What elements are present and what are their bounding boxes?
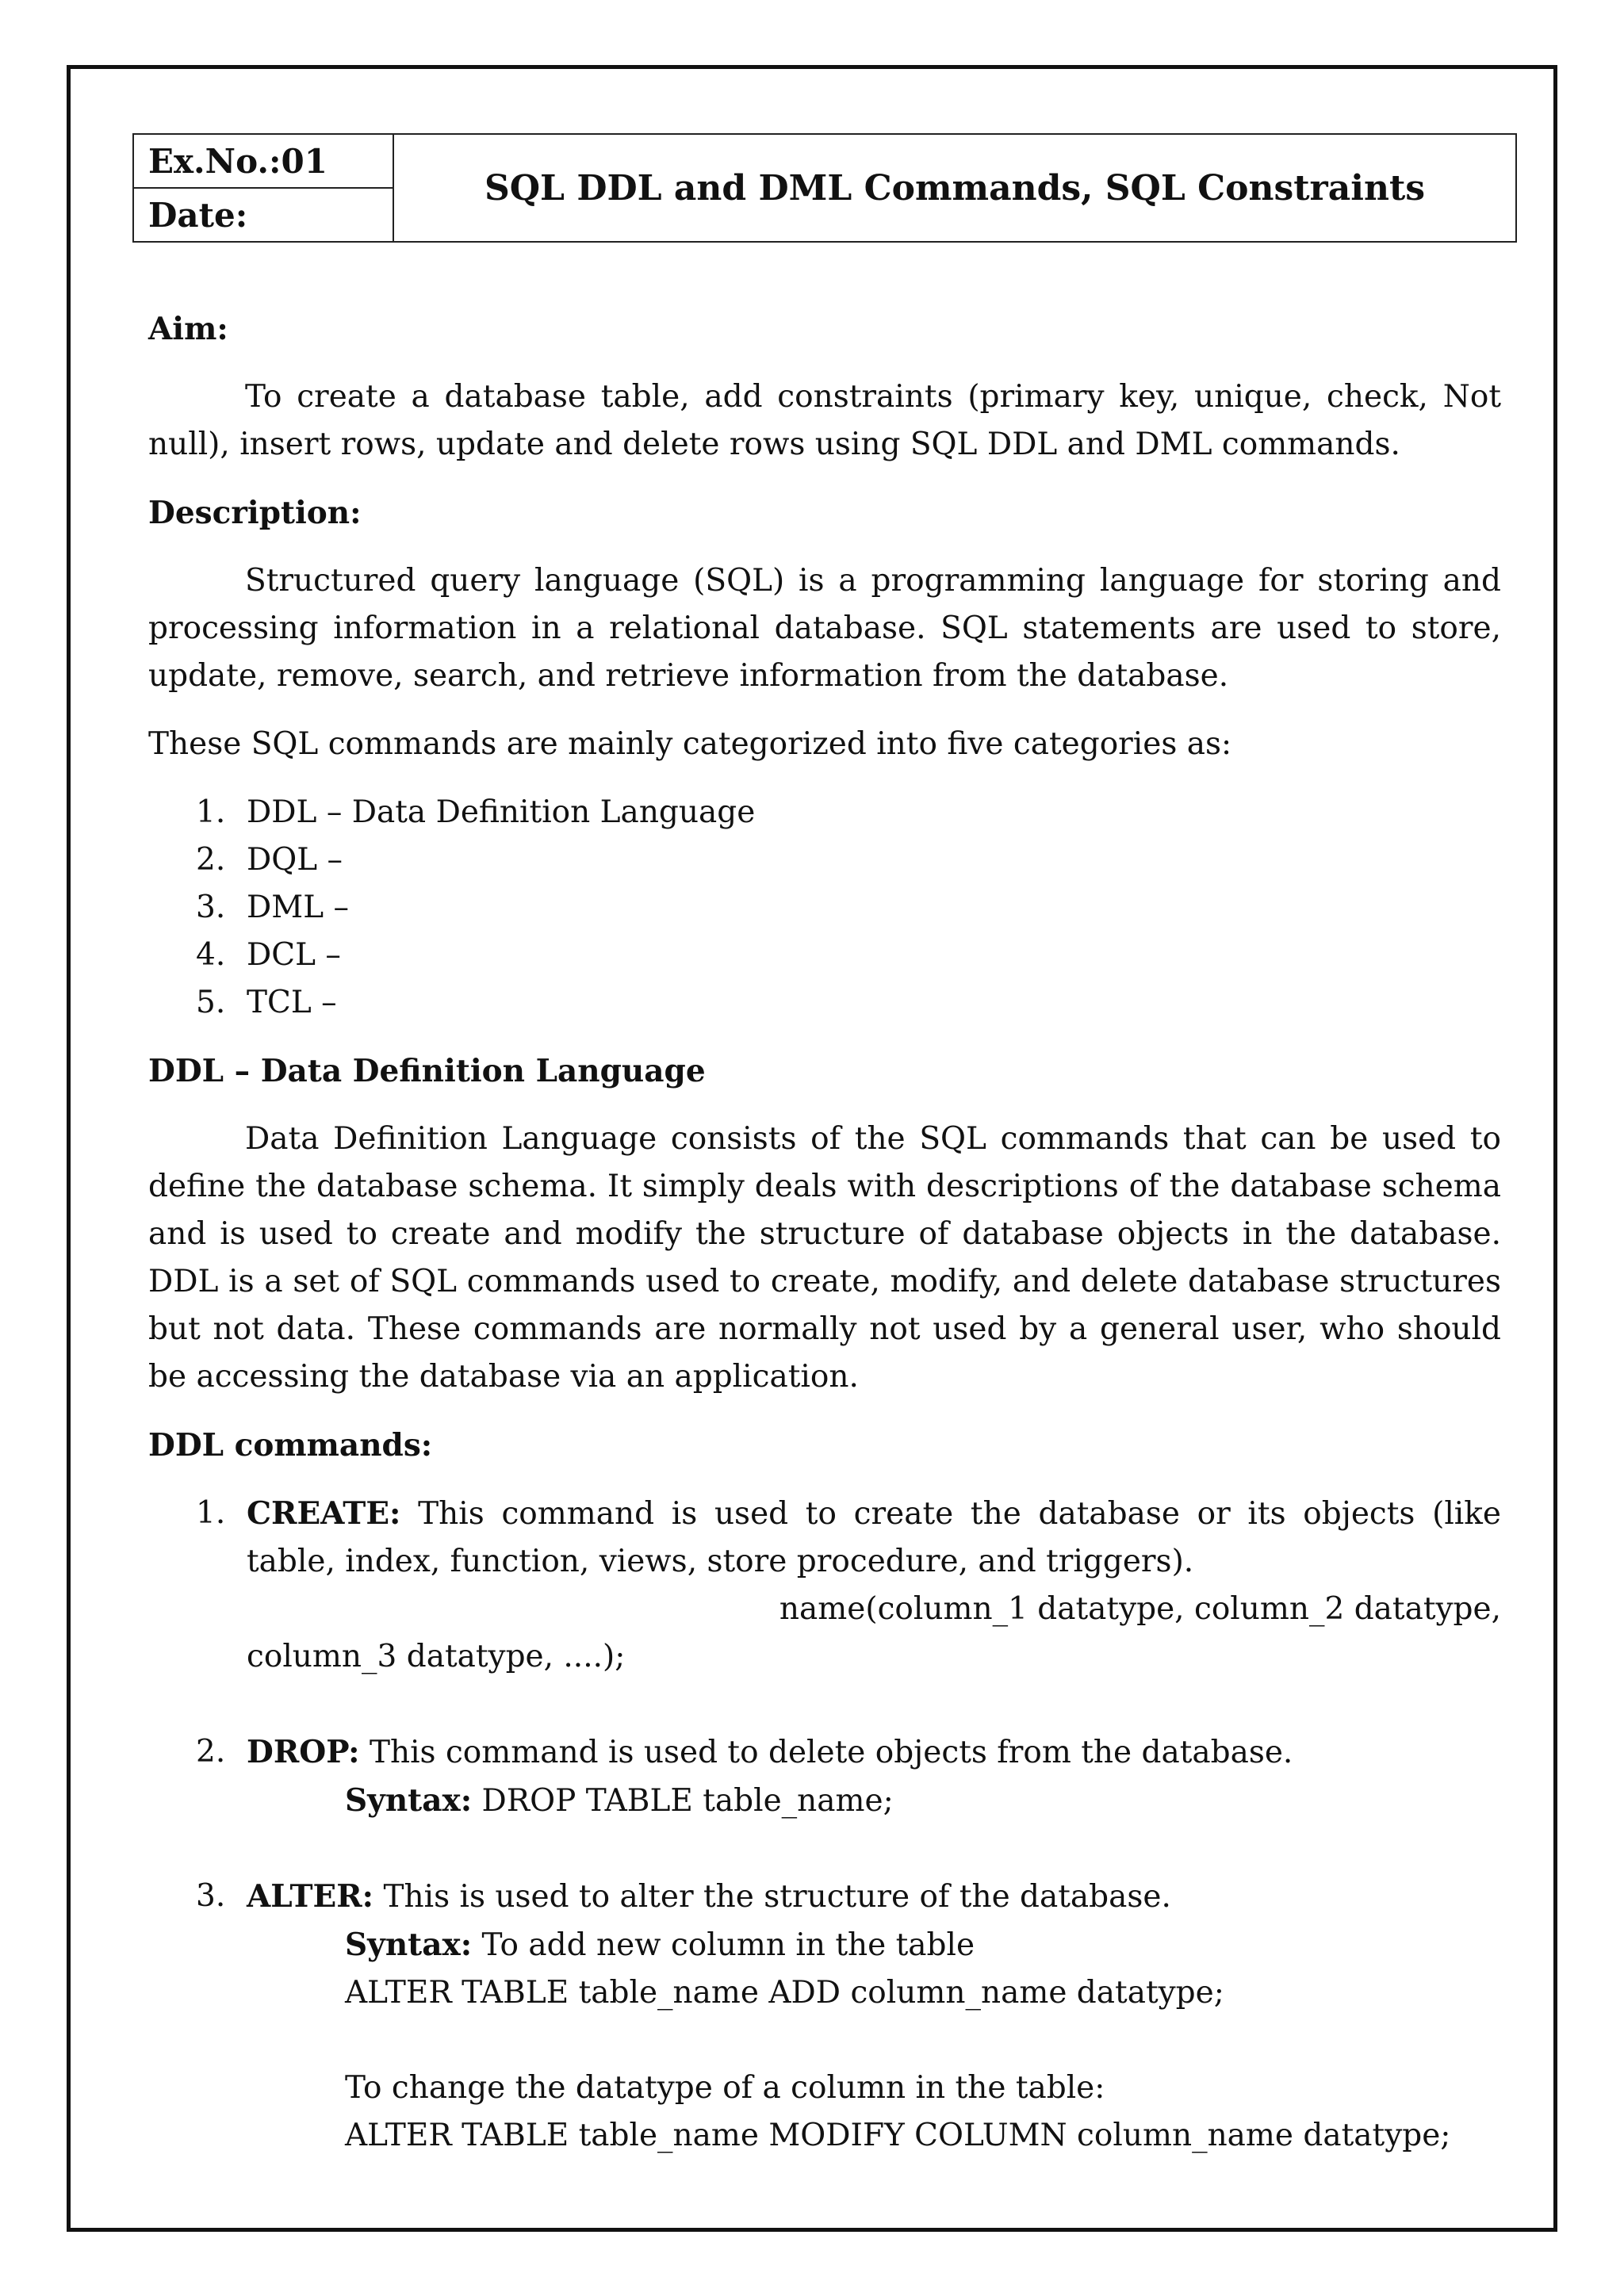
list-item: 4. DCL –	[196, 937, 341, 973]
alter-syntax-intro: Syntax: To add new column in the table	[345, 1927, 975, 1963]
exercise-title: SQL DDL and DML Commands, SQL Constraints	[484, 167, 1426, 209]
create-command-name: CREATE:	[247, 1495, 401, 1532]
ddl-text: Data Definition Language consists of the SQL commands that can be used to define the database schema. It simply deals with descriptions of the database schema and is used to create and modify the structure of database objects in the database. DDL is a set of SQL commands used to create, modify, and delete database structures but not data. These commands are normally not used by a general user, who should be accessing the database via an application.	[148, 1121, 1501, 1395]
description-heading: Description:	[148, 495, 362, 531]
drop-command-desc: This command is used to delete objects from the database.	[359, 1735, 1293, 1770]
aim-text: To create a database table, add constraints (primary key, unique, check, Not null), insert rows, update and delete rows using SQL DDL and DML commands.	[148, 379, 1501, 462]
description-text: Structured query language (SQL) is a programming language for storing and processing information in a relational database. SQL statements are used to store, update, remove, search, and retrieve information from the database.	[148, 563, 1501, 694]
categories-list	[148, 789, 1501, 1027]
alter-command-name: ALTER:	[247, 1878, 374, 1915]
ddl-commands-list	[148, 1490, 1501, 1586]
exercise-date: Date:	[148, 195, 248, 235]
list-item: 1. DDL – Data Definition Language	[196, 794, 756, 830]
ddl-heading: DDL – Data Definition Language	[148, 1053, 706, 1089]
alter-command-item: 3. ALTER: This is used to alter the structure of the database.	[196, 1878, 1171, 1915]
drop-syntax: Syntax: DROP TABLE table_name;	[345, 1782, 894, 1819]
document-body	[148, 305, 1501, 2160]
alter-modify-syntax: ALTER TABLE table_name MODIFY COLUMN column_name datatype;	[345, 2118, 1451, 2153]
ddl-commands-heading: DDL commands:	[148, 1427, 433, 1464]
create-syntax-line2: column_3 datatype, ....);	[247, 1639, 626, 1674]
drop-command-name: DROP:	[247, 1734, 360, 1770]
drop-command-list	[148, 1728, 1501, 1777]
exercise-meta-column	[134, 135, 394, 241]
list-item: 3. DML –	[196, 890, 349, 925]
drop-command-item: 2. DROP: This command is used to delete objects from the database.	[196, 1734, 1293, 1770]
exercise-header-table	[132, 133, 1517, 243]
alter-command-desc: This is used to alter the structure of the database.	[373, 1879, 1171, 1915]
create-command-item: 1. CREATE: This command is used to create the database or its objects (like table, index, function, views, store procedure, and triggers).	[196, 1495, 1501, 1579]
exercise-number: Ex.No.:01	[134, 135, 393, 189]
list-item: 2. DQL –	[196, 842, 343, 878]
list-item: 5. TCL –	[196, 985, 337, 1020]
alter-modify-intro: To change the datatype of a column in the table:	[345, 2070, 1105, 2106]
create-syntax-line1: name(column_1 datatype, column_2 datatype,	[779, 1591, 1501, 1627]
alter-add-syntax: ALTER TABLE table_name ADD column_name datatype;	[345, 1975, 1224, 2011]
alter-command-list	[148, 1873, 1501, 1921]
categories-intro: These SQL commands are mainly categorized into five categories as:	[148, 726, 1232, 762]
aim-heading: Aim:	[148, 311, 228, 347]
create-command-desc: This command is used to create the database or its objects (like table, index, function, views, store procedure, and triggers).	[247, 1496, 1501, 1579]
